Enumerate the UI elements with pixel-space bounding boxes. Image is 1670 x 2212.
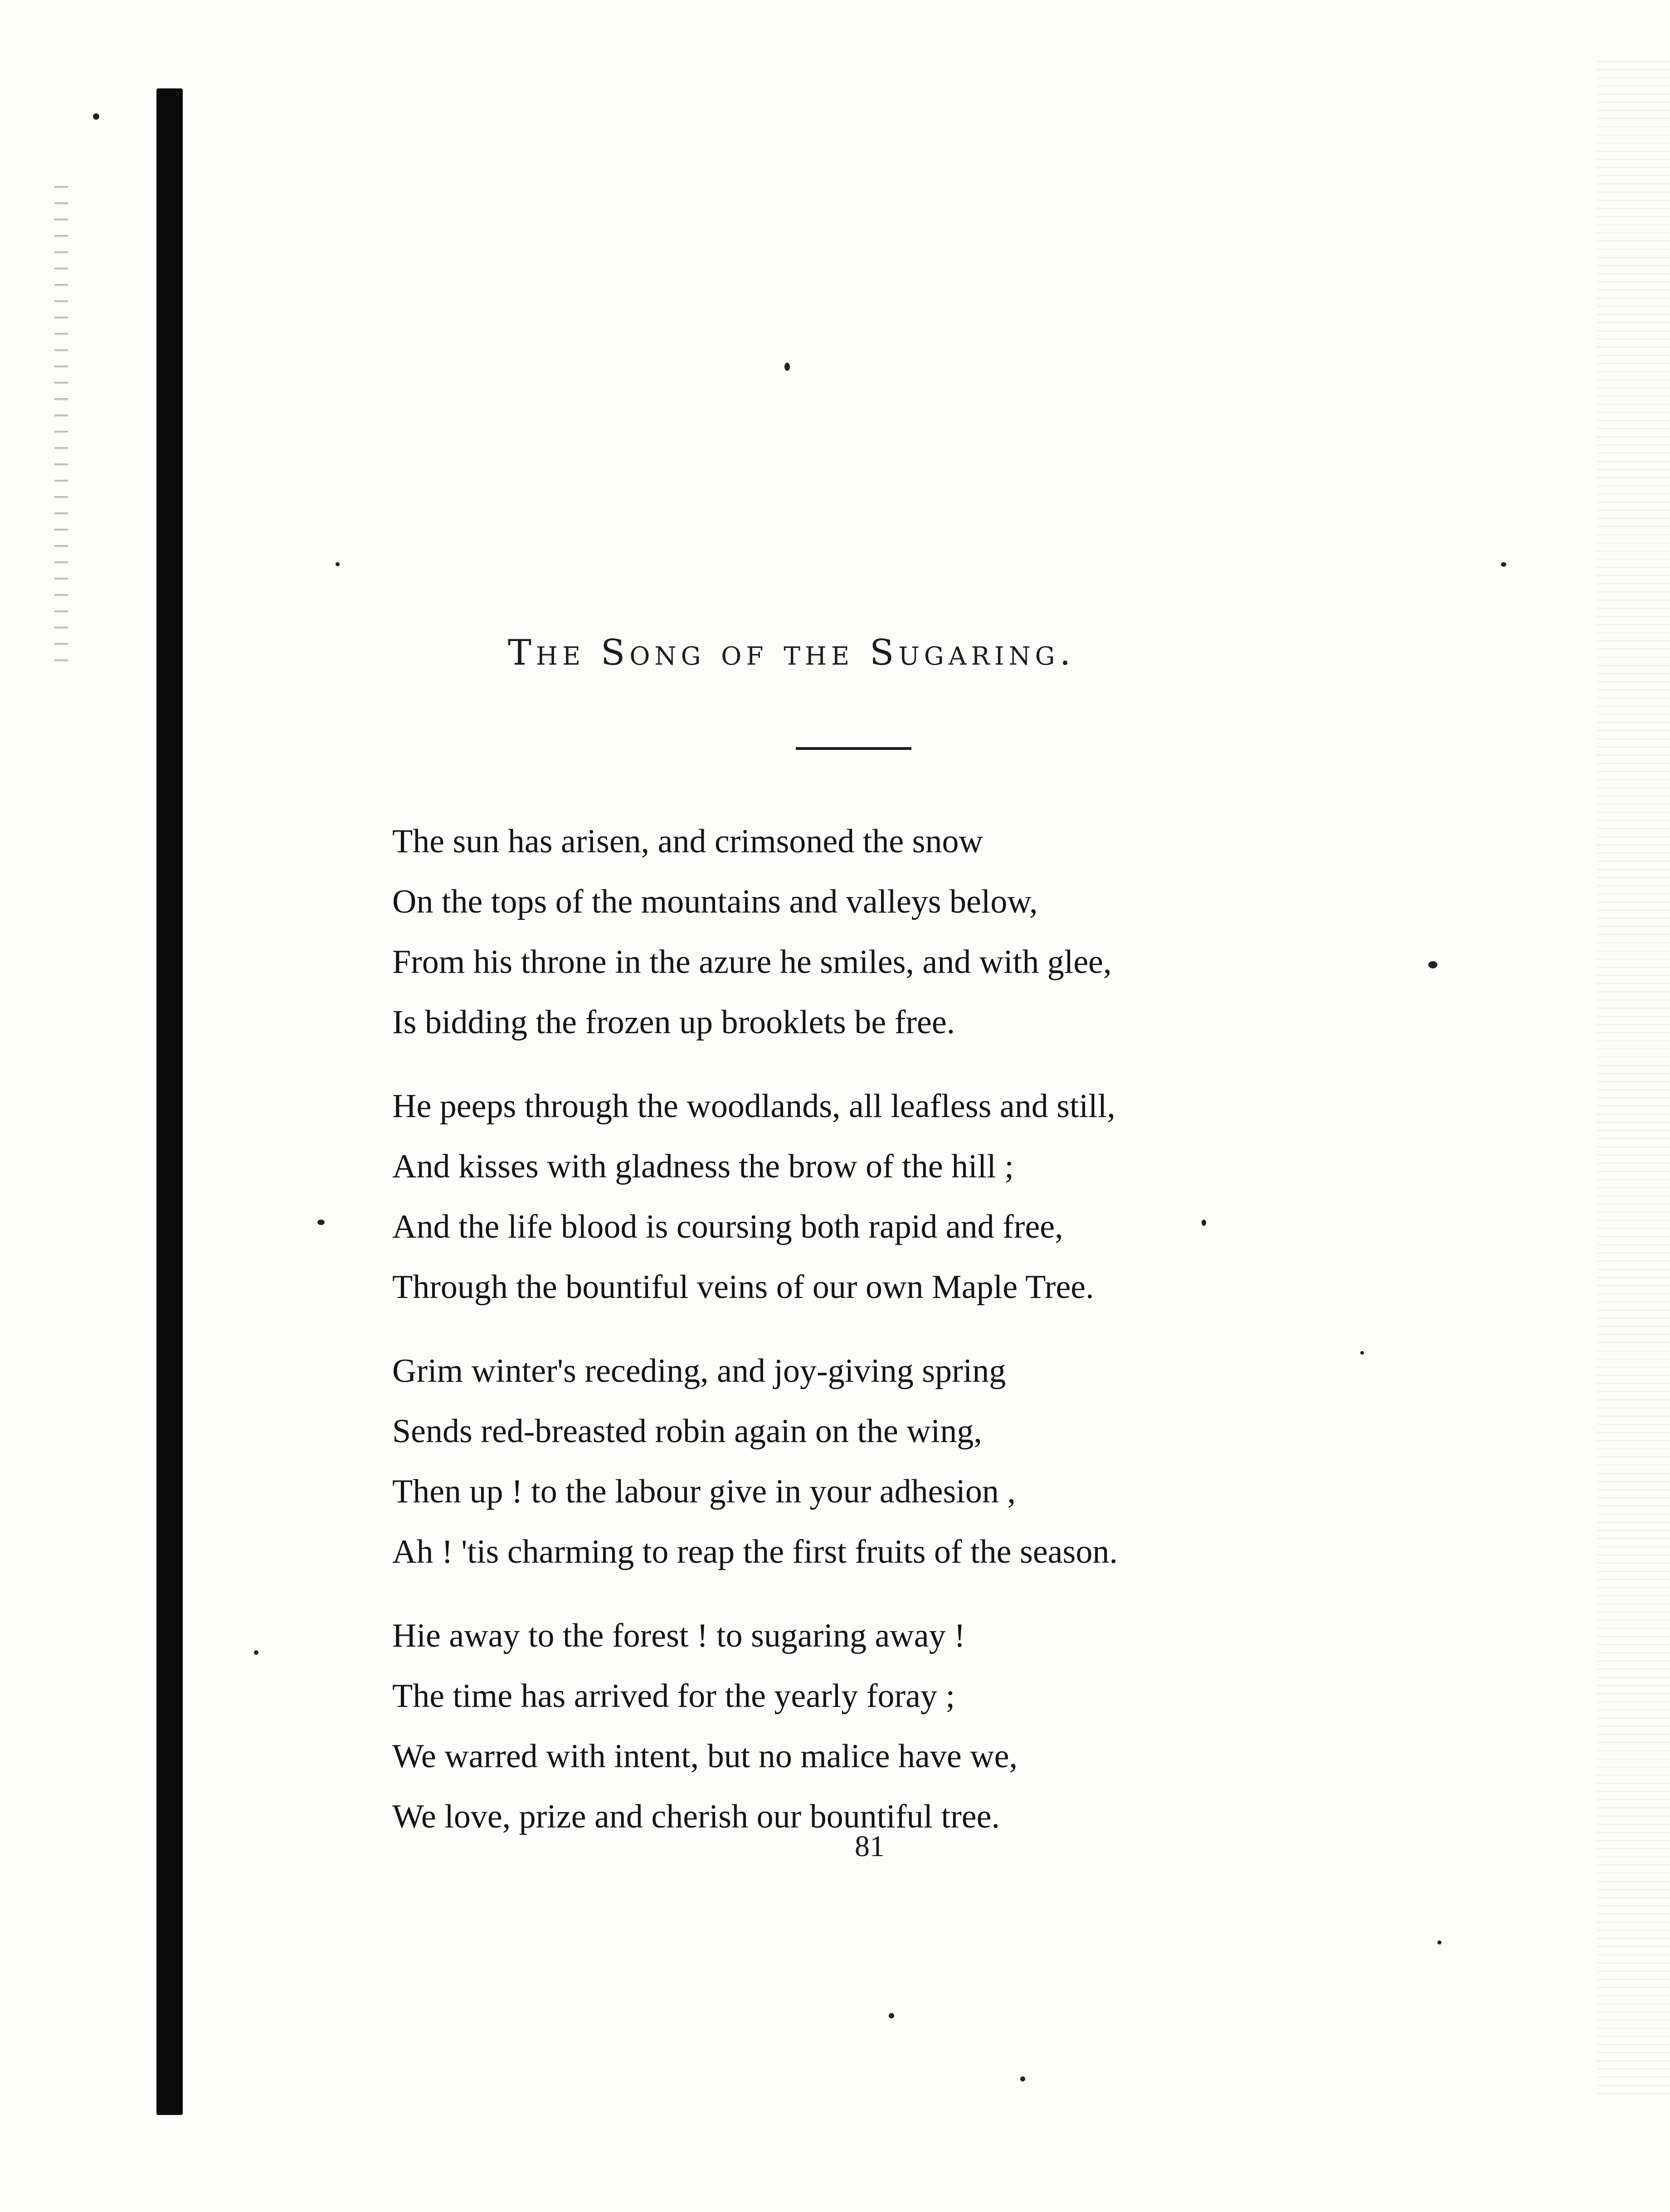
stanza-2 (392, 1076, 1299, 1317)
scan-speck (784, 363, 790, 371)
poem-title: The Song of the Sugaring. (508, 632, 1076, 673)
poem-line: Then up ! to the labour give in your adhesion , (392, 1473, 1016, 1510)
stanza-4 (392, 1606, 1299, 1847)
scan-speck (1020, 2076, 1025, 2081)
poem-line: And the life blood is coursing both rapid and free, (392, 1208, 1063, 1245)
left-margin-marks (54, 172, 68, 671)
poem-line: The sun has arisen, and crimsoned the snow (392, 823, 983, 860)
poem-line: Through the bountiful veins of our own Maple Tree. (392, 1269, 1094, 1306)
scan-speck (1501, 562, 1506, 567)
poem-line: We love, prize and cherish our bountiful tree. (392, 1798, 1000, 1835)
poem-line: From his throne in the azure he smiles, and with glee, (392, 943, 1112, 981)
stanza-3 (392, 1341, 1299, 1582)
poem-line: Grim winter's receding, and joy-giving spring (392, 1352, 1006, 1390)
scan-speck (1360, 1351, 1364, 1355)
stanza-1 (392, 812, 1299, 1053)
scan-speck (1428, 961, 1437, 968)
title-rule (796, 747, 911, 750)
right-edge-shadow (1597, 54, 1670, 2095)
scan-speck (254, 1650, 258, 1655)
poem-line: On the tops of the mountains and valleys below, (392, 883, 1038, 920)
poem-line: He peeps through the woodlands, all leafless and still, (392, 1088, 1115, 1125)
poem-line: The time has arrived for the yearly foray ; (392, 1677, 955, 1715)
poem-body (392, 812, 1299, 1871)
page-number: 81 (855, 1830, 885, 1863)
poem-line: We warred with intent, but no malice have we, (392, 1738, 1018, 1775)
scan-speck (1437, 1940, 1441, 1945)
poem-line: And kisses with gladness the brow of the hill ; (392, 1148, 1014, 1185)
binding-edge (156, 88, 183, 2115)
scan-speck (317, 1220, 325, 1225)
poem-line: Sends red-breasted robin again on the wing, (392, 1413, 982, 1450)
poem-line: Is bidding the frozen up brooklets be free. (392, 1004, 955, 1041)
poem-line: Ah ! 'tis charming to reap the first fruits of the season. (392, 1533, 1118, 1570)
scan-speck (889, 2013, 894, 2018)
poem-line: Hie away to the forest ! to sugaring away ! (392, 1617, 965, 1654)
scan-speck (336, 562, 340, 566)
scan-speck (93, 113, 99, 120)
